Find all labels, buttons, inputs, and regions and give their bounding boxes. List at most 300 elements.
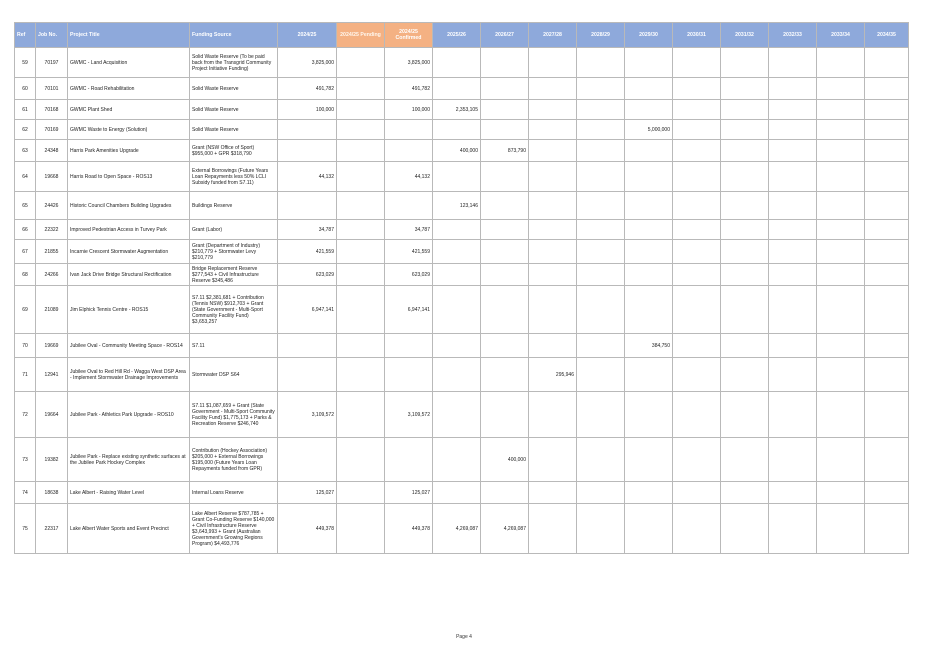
amount-cell	[529, 78, 577, 100]
amount-cell	[337, 78, 385, 100]
amount-cell	[865, 240, 909, 264]
amount-cell	[865, 358, 909, 392]
amount-cell: 125,027	[278, 482, 337, 504]
ref-cell: 68	[15, 264, 36, 286]
amount-cell	[577, 240, 625, 264]
amount-cell: 44,132	[385, 162, 433, 192]
amount-cell	[721, 438, 769, 482]
amount-cell	[721, 392, 769, 438]
table-row	[15, 438, 909, 482]
amount-cell	[817, 264, 865, 286]
amount-cell	[577, 120, 625, 140]
amount-cell	[673, 48, 721, 78]
ref-cell: 71	[15, 358, 36, 392]
amount-cell: 3,109,572	[385, 392, 433, 438]
amount-cell: 125,027	[385, 482, 433, 504]
amount-cell	[529, 286, 577, 334]
project-title-cell: Improved Pedestrian Access in Turvey Park	[68, 220, 190, 240]
amount-cell	[721, 334, 769, 358]
amount-cell	[817, 438, 865, 482]
amount-cell	[721, 192, 769, 220]
funding-source-cell: Contribution (Hockey Association) $205,000 + External Borrowings $195,000 (Future Years Loan Repayments funded from GPR)	[190, 438, 278, 482]
table-row	[15, 334, 909, 358]
amount-cell	[865, 100, 909, 120]
amount-cell	[817, 482, 865, 504]
amount-cell	[769, 78, 817, 100]
amount-cell	[385, 192, 433, 220]
table-row	[15, 78, 909, 100]
amount-cell	[278, 358, 337, 392]
amount-cell	[673, 240, 721, 264]
amount-cell	[769, 240, 817, 264]
table-row	[15, 162, 909, 192]
amount-cell	[577, 100, 625, 120]
amount-cell	[769, 504, 817, 554]
col-header-job-no: Job No.	[36, 23, 68, 48]
ref-cell: 66	[15, 220, 36, 240]
col-header-funding-source: Funding Source	[190, 23, 278, 48]
amount-cell	[769, 140, 817, 162]
amount-cell	[673, 264, 721, 286]
funding-source-cell: Bridge Replacement Reserve $277,543 + Civil Infrastructure Reserve $345,486	[190, 264, 278, 286]
capital-works-table	[14, 22, 909, 554]
amount-cell	[337, 48, 385, 78]
amount-cell	[529, 264, 577, 286]
amount-cell	[529, 334, 577, 358]
funding-source-cell: Lake Albert Reserve $787,785 + Grant Co-Funding Reserve $140,000 + Civil Infrastructure Reserve $3,643,993 + Grant (Australian Government's Growing Regions Program) $4,493,776	[190, 504, 278, 554]
amount-cell: 4,269,087	[481, 504, 529, 554]
amount-cell: 100,000	[385, 100, 433, 120]
ref-cell: 59	[15, 48, 36, 78]
amount-cell	[433, 392, 481, 438]
job-no-cell: 19382	[36, 438, 68, 482]
ref-cell: 72	[15, 392, 36, 438]
amount-cell	[337, 192, 385, 220]
amount-cell	[278, 334, 337, 358]
amount-cell: 384,750	[625, 334, 673, 358]
amount-cell	[337, 240, 385, 264]
amount-cell	[529, 220, 577, 240]
amount-cell	[577, 392, 625, 438]
amount-cell	[577, 482, 625, 504]
amount-cell	[577, 334, 625, 358]
amount-cell	[433, 438, 481, 482]
job-no-cell: 70197	[36, 48, 68, 78]
amount-cell	[278, 120, 337, 140]
amount-cell	[481, 334, 529, 358]
amount-cell	[865, 286, 909, 334]
amount-cell	[817, 162, 865, 192]
funding-source-cell: External Borrowings (Future Years Loan Repayments less 50% LCLI Subsidy funded from S7.11)	[190, 162, 278, 192]
ref-cell: 74	[15, 482, 36, 504]
amount-cell	[529, 240, 577, 264]
amount-cell	[865, 162, 909, 192]
amount-cell	[433, 286, 481, 334]
amount-cell: 295,946	[529, 358, 577, 392]
amount-cell	[865, 48, 909, 78]
project-title-cell: Jubilee Oval to Red Hill Rd - Wagga West DSP Area - Implement Stormwater Drainage Improvements	[68, 358, 190, 392]
project-title-cell: Harris Park Amenities Upgrade	[68, 140, 190, 162]
amount-cell: 421,559	[385, 240, 433, 264]
amount-cell	[433, 264, 481, 286]
amount-cell: 4,269,087	[433, 504, 481, 554]
amount-cell	[769, 392, 817, 438]
table-row	[15, 220, 909, 240]
amount-cell	[865, 264, 909, 286]
amount-cell	[337, 100, 385, 120]
amount-cell	[278, 192, 337, 220]
amount-cell	[577, 162, 625, 192]
amount-cell: 2,353,105	[433, 100, 481, 120]
amount-cell	[817, 392, 865, 438]
amount-cell	[577, 78, 625, 100]
amount-cell	[481, 220, 529, 240]
amount-cell	[433, 334, 481, 358]
amount-cell	[577, 286, 625, 334]
col-header-2024-25-confirmed: 2024/25 Confirmed	[385, 23, 433, 48]
project-title-cell: Incarnie Crescent Stormwater Augmentation	[68, 240, 190, 264]
amount-cell: 34,787	[385, 220, 433, 240]
amount-cell	[529, 192, 577, 220]
amount-cell	[481, 482, 529, 504]
amount-cell	[385, 438, 433, 482]
job-no-cell: 19664	[36, 392, 68, 438]
amount-cell	[433, 240, 481, 264]
amount-cell	[481, 264, 529, 286]
funding-source-cell: Solid Waste Reserve (To be paid back from the Transgrid Community Project Initiative Funding)	[190, 48, 278, 78]
amount-cell	[769, 334, 817, 358]
funding-source-cell: S7.11 $1,087,659 + Grant (State Government - Multi-Sport Community Facility Fund) $1,775,173 + Parks & Recreation Reserve $246,740	[190, 392, 278, 438]
amount-cell	[721, 100, 769, 120]
ref-cell: 73	[15, 438, 36, 482]
amount-cell: 123,146	[433, 192, 481, 220]
table-row	[15, 504, 909, 554]
amount-cell	[673, 334, 721, 358]
amount-cell	[433, 162, 481, 192]
amount-cell: 491,782	[278, 78, 337, 100]
amount-cell	[481, 120, 529, 140]
amount-cell	[721, 482, 769, 504]
ref-cell: 69	[15, 286, 36, 334]
amount-cell	[673, 120, 721, 140]
funding-source-cell: Solid Waste Reserve	[190, 100, 278, 120]
amount-cell	[721, 220, 769, 240]
ref-cell: 65	[15, 192, 36, 220]
project-title-cell: Jubilee Park - Replace existing synthetic surfaces at the Jubilee Park Hockey Complex	[68, 438, 190, 482]
table-row	[15, 392, 909, 438]
amount-cell	[481, 100, 529, 120]
amount-cell	[577, 220, 625, 240]
project-title-cell: GWMC - Land Acquisition	[68, 48, 190, 78]
table-row	[15, 100, 909, 120]
amount-cell: 100,000	[278, 100, 337, 120]
amount-cell	[337, 334, 385, 358]
amount-cell	[721, 120, 769, 140]
table-row	[15, 192, 909, 220]
amount-cell	[337, 392, 385, 438]
amount-cell	[433, 220, 481, 240]
amount-cell	[721, 162, 769, 192]
amount-cell	[529, 162, 577, 192]
project-title-cell: Harris Road to Open Space - ROS13	[68, 162, 190, 192]
page-number: Page 4	[456, 634, 472, 640]
amount-cell	[625, 482, 673, 504]
amount-cell	[481, 358, 529, 392]
amount-cell	[577, 438, 625, 482]
amount-cell: 873,790	[481, 140, 529, 162]
amount-cell	[529, 392, 577, 438]
amount-cell: 3,825,000	[278, 48, 337, 78]
amount-cell	[337, 286, 385, 334]
table-row	[15, 358, 909, 392]
table-row	[15, 120, 909, 140]
project-title-cell: GWMC Plant Shed	[68, 100, 190, 120]
amount-cell	[817, 240, 865, 264]
col-header-2029-30: 2029/30	[625, 23, 673, 48]
project-title-cell: Lake Albert Water Sports and Event Precinct	[68, 504, 190, 554]
amount-cell	[433, 78, 481, 100]
amount-cell	[721, 48, 769, 78]
amount-cell	[529, 140, 577, 162]
job-no-cell: 22317	[36, 504, 68, 554]
amount-cell	[278, 438, 337, 482]
job-no-cell: 21089	[36, 286, 68, 334]
amount-cell: 400,000	[433, 140, 481, 162]
amount-cell	[817, 100, 865, 120]
amount-cell	[529, 48, 577, 78]
amount-cell	[625, 192, 673, 220]
amount-cell	[817, 220, 865, 240]
funding-source-cell: S7.11	[190, 334, 278, 358]
amount-cell	[337, 504, 385, 554]
amount-cell	[865, 334, 909, 358]
amount-cell: 3,825,000	[385, 48, 433, 78]
amount-cell	[769, 358, 817, 392]
amount-cell	[625, 504, 673, 554]
funding-source-cell: Stormwater DSP S64	[190, 358, 278, 392]
amount-cell: 5,000,000	[625, 120, 673, 140]
table-row	[15, 264, 909, 286]
amount-cell	[625, 240, 673, 264]
amount-cell	[481, 48, 529, 78]
amount-cell	[529, 482, 577, 504]
amount-cell	[721, 78, 769, 100]
amount-cell: 623,029	[278, 264, 337, 286]
amount-cell	[625, 358, 673, 392]
amount-cell	[433, 358, 481, 392]
ref-cell: 64	[15, 162, 36, 192]
amount-cell: 400,000	[481, 438, 529, 482]
amount-cell	[481, 192, 529, 220]
amount-cell	[433, 48, 481, 78]
amount-cell	[721, 264, 769, 286]
amount-cell	[673, 220, 721, 240]
table-body	[15, 48, 909, 554]
job-no-cell: 70169	[36, 120, 68, 140]
project-title-cell: Jubilee Oval - Community Meeting Space - ROS14	[68, 334, 190, 358]
col-header-2024-25-pending: 2024/25 Pending	[337, 23, 385, 48]
amount-cell	[625, 162, 673, 192]
amount-cell	[481, 286, 529, 334]
col-header-2030-31: 2030/31	[673, 23, 721, 48]
amount-cell	[337, 162, 385, 192]
amount-cell	[625, 438, 673, 482]
funding-source-cell: S7.11 $2,381,681 + Contribution (Tennis NSW) $912,703 + Grant (State Government - Multi-Sport Community Facility Fund) $3,653,257	[190, 286, 278, 334]
amount-cell: 449,378	[385, 504, 433, 554]
amount-cell	[337, 120, 385, 140]
col-header-2031-32: 2031/32	[721, 23, 769, 48]
project-title-cell: GWMC Waste to Energy (Solution)	[68, 120, 190, 140]
job-no-cell: 18638	[36, 482, 68, 504]
amount-cell	[769, 482, 817, 504]
project-title-cell: Historic Council Chambers Building Upgrades	[68, 192, 190, 220]
col-header-2032-33: 2032/33	[769, 23, 817, 48]
col-header-2025-26: 2025/26	[433, 23, 481, 48]
amount-cell	[817, 48, 865, 78]
amount-cell	[865, 78, 909, 100]
amount-cell: 491,782	[385, 78, 433, 100]
amount-cell	[673, 438, 721, 482]
amount-cell	[278, 140, 337, 162]
amount-cell	[721, 286, 769, 334]
amount-cell	[769, 100, 817, 120]
col-header-2024-25: 2024/25	[278, 23, 337, 48]
col-header-2033-34: 2033/34	[817, 23, 865, 48]
amount-cell: 34,787	[278, 220, 337, 240]
amount-cell	[577, 48, 625, 78]
amount-cell	[433, 482, 481, 504]
job-no-cell: 21855	[36, 240, 68, 264]
amount-cell	[577, 192, 625, 220]
amount-cell	[625, 392, 673, 438]
amount-cell	[529, 504, 577, 554]
amount-cell	[577, 264, 625, 286]
amount-cell	[529, 100, 577, 120]
amount-cell	[385, 120, 433, 140]
amount-cell: 421,559	[278, 240, 337, 264]
amount-cell	[673, 482, 721, 504]
amount-cell	[385, 334, 433, 358]
amount-cell	[769, 48, 817, 78]
ref-cell: 62	[15, 120, 36, 140]
amount-cell	[769, 162, 817, 192]
ref-cell: 61	[15, 100, 36, 120]
amount-cell	[865, 140, 909, 162]
funding-source-cell: Grant (Labor)	[190, 220, 278, 240]
amount-cell	[817, 504, 865, 554]
table-row	[15, 482, 909, 504]
col-header-2026-27: 2026/27	[481, 23, 529, 48]
amount-cell	[529, 438, 577, 482]
project-title-cell: Jim Elphick Tennis Centre - ROS15	[68, 286, 190, 334]
funding-source-cell: Grant (Department of Industry) $210,779 + Stormwater Levy $210,779	[190, 240, 278, 264]
amount-cell	[337, 358, 385, 392]
col-header-2027-28: 2027/28	[529, 23, 577, 48]
amount-cell	[337, 140, 385, 162]
amount-cell	[817, 286, 865, 334]
amount-cell	[769, 264, 817, 286]
amount-cell	[481, 78, 529, 100]
amount-cell	[865, 392, 909, 438]
job-no-cell: 24266	[36, 264, 68, 286]
project-title-cell: Jubilee Park - Athletics Park Upgrade - ROS10	[68, 392, 190, 438]
amount-cell: 44,132	[278, 162, 337, 192]
amount-cell	[769, 438, 817, 482]
amount-cell	[769, 192, 817, 220]
amount-cell	[481, 162, 529, 192]
job-no-cell: 22322	[36, 220, 68, 240]
amount-cell	[865, 192, 909, 220]
ref-cell: 60	[15, 78, 36, 100]
amount-cell	[481, 240, 529, 264]
amount-cell: 6,947,141	[385, 286, 433, 334]
amount-cell	[769, 220, 817, 240]
amount-cell	[673, 140, 721, 162]
amount-cell	[817, 140, 865, 162]
amount-cell	[673, 192, 721, 220]
amount-cell	[673, 392, 721, 438]
amount-cell	[577, 504, 625, 554]
amount-cell: 3,109,572	[278, 392, 337, 438]
amount-cell	[625, 48, 673, 78]
project-title-cell: Ivan Jack Drive Bridge Structural Rectification	[68, 264, 190, 286]
funding-source-cell: Solid Waste Reserve	[190, 78, 278, 100]
amount-cell	[673, 504, 721, 554]
col-header-project-title: Project Title	[68, 23, 190, 48]
table-row	[15, 48, 909, 78]
table-row	[15, 140, 909, 162]
ref-cell: 63	[15, 140, 36, 162]
amount-cell	[721, 358, 769, 392]
amount-cell	[625, 78, 673, 100]
col-header-2028-29: 2028/29	[577, 23, 625, 48]
amount-cell	[817, 78, 865, 100]
amount-cell	[817, 120, 865, 140]
amount-cell	[865, 504, 909, 554]
job-no-cell: 19668	[36, 162, 68, 192]
amount-cell	[769, 120, 817, 140]
amount-cell	[625, 100, 673, 120]
amount-cell	[721, 140, 769, 162]
header-row	[15, 23, 909, 48]
amount-cell	[625, 264, 673, 286]
funding-source-cell: Solid Waste Reserve	[190, 120, 278, 140]
amount-cell	[529, 120, 577, 140]
ref-cell: 70	[15, 334, 36, 358]
amount-cell: 623,029	[385, 264, 433, 286]
amount-cell	[865, 220, 909, 240]
amount-cell	[817, 334, 865, 358]
funding-source-cell: Internal Loans Reserve	[190, 482, 278, 504]
project-title-cell: GWMC - Road Rehabilitation	[68, 78, 190, 100]
amount-cell	[385, 358, 433, 392]
ref-cell: 67	[15, 240, 36, 264]
amount-cell	[337, 438, 385, 482]
amount-cell	[865, 482, 909, 504]
amount-cell	[721, 504, 769, 554]
amount-cell: 449,378	[278, 504, 337, 554]
amount-cell	[721, 240, 769, 264]
amount-cell	[337, 220, 385, 240]
funding-source-cell: Buildings Reserve	[190, 192, 278, 220]
job-no-cell: 12941	[36, 358, 68, 392]
job-no-cell: 70101	[36, 78, 68, 100]
amount-cell	[625, 140, 673, 162]
col-header-ref: Ref	[15, 23, 36, 48]
amount-cell	[481, 392, 529, 438]
amount-cell	[673, 100, 721, 120]
amount-cell: 6,947,141	[278, 286, 337, 334]
